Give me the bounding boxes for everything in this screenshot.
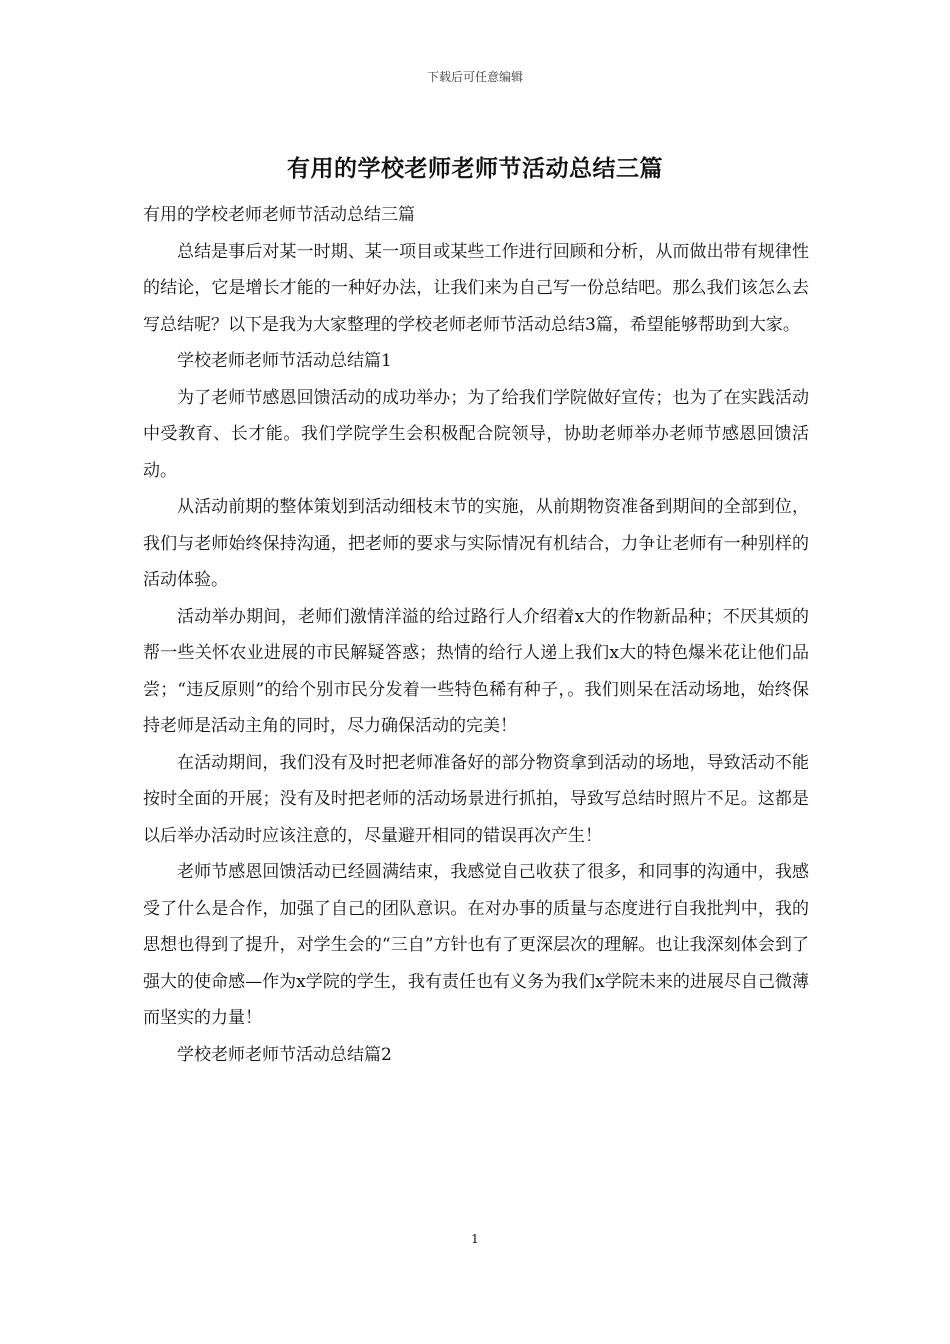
document-title: 有用的学校老师老师节活动总结三篇 xyxy=(287,155,663,182)
document-body xyxy=(143,197,809,1073)
section-heading-1: 学校老师老师节活动总结篇1 xyxy=(177,351,392,371)
body-paragraph: 从活动前期的整体策划到活动细枝末节的实施，从前期物资准备到期间的全部到位，我们与老师始终保持沟通，把老师的要求与实际情况有机结合，力争让老师有一种别样的活动体验。 xyxy=(143,497,809,590)
intro-paragraph: 总结是事后对某一时期、某一项目或某些工作进行回顾和分析，从而做出带有规律性的结论，它是增长才能的一种好办法，让我们来为自己写一份总结吧。那么我们该怎么去写总结呢？以下是我为大家整理的学校老师老师节活动总结3篇，希望能够帮助到大家。 xyxy=(143,241,809,335)
header-note: 下载后可任意编辑 xyxy=(426,70,523,84)
section-heading-2: 学校老师老师节活动总结篇2 xyxy=(177,1044,392,1065)
body-paragraph: 老师节感恩回馈活动已经圆满结束，我感觉自己收获了很多，和同事的沟通中，我感受了什么是合作，加强了自己的团队意识。在对办事的质量与态度进行自我批判中，我的思想也得到了提升，对学生会的“三自”方针也有了更深层次的理解。也让我深刻体会到了强大的使命感—作为x学院的学生，我有责任也有义务为我们x学院未来的进展尽自己微薄而坚实的力量！ xyxy=(143,862,809,1028)
body-paragraph: 活动举办期间，老师们激情洋溢的给过路行人介绍着x大的作物新品种；不厌其烦的帮一些关怀农业进展的市民解疑答惑；热情的给行人递上我们x大的特色爆米花让他们品尝；“违反原则”的给个别市民分发着一些特色稀有种子，。我们则呆在活动场地，始终保持老师是活动主角的同时，尽力确保活动的完美！ xyxy=(143,606,809,736)
body-paragraph: 为了老师节感恩回馈活动的成功举办；为了给我们学院做好宣传；也为了在实践活动中受教育、长才能。我们学院学生会积极配合院领导，协助老师举办老师节感恩回馈活动。 xyxy=(143,387,809,481)
page-number: 1 xyxy=(471,1232,479,1246)
subtitle-paragraph: 有用的学校老师老师节活动总结三篇 xyxy=(143,205,415,225)
body-paragraph: 在活动期间，我们没有及时把老师准备好的部分物资拿到活动的场地，导致活动不能按时全面的开展；没有及时把老师的活动场景进行抓拍，导致写总结时照片不足。这都是以后举办活动时应该注意的，尽量避开相同的错误再次产生！ xyxy=(143,752,809,846)
